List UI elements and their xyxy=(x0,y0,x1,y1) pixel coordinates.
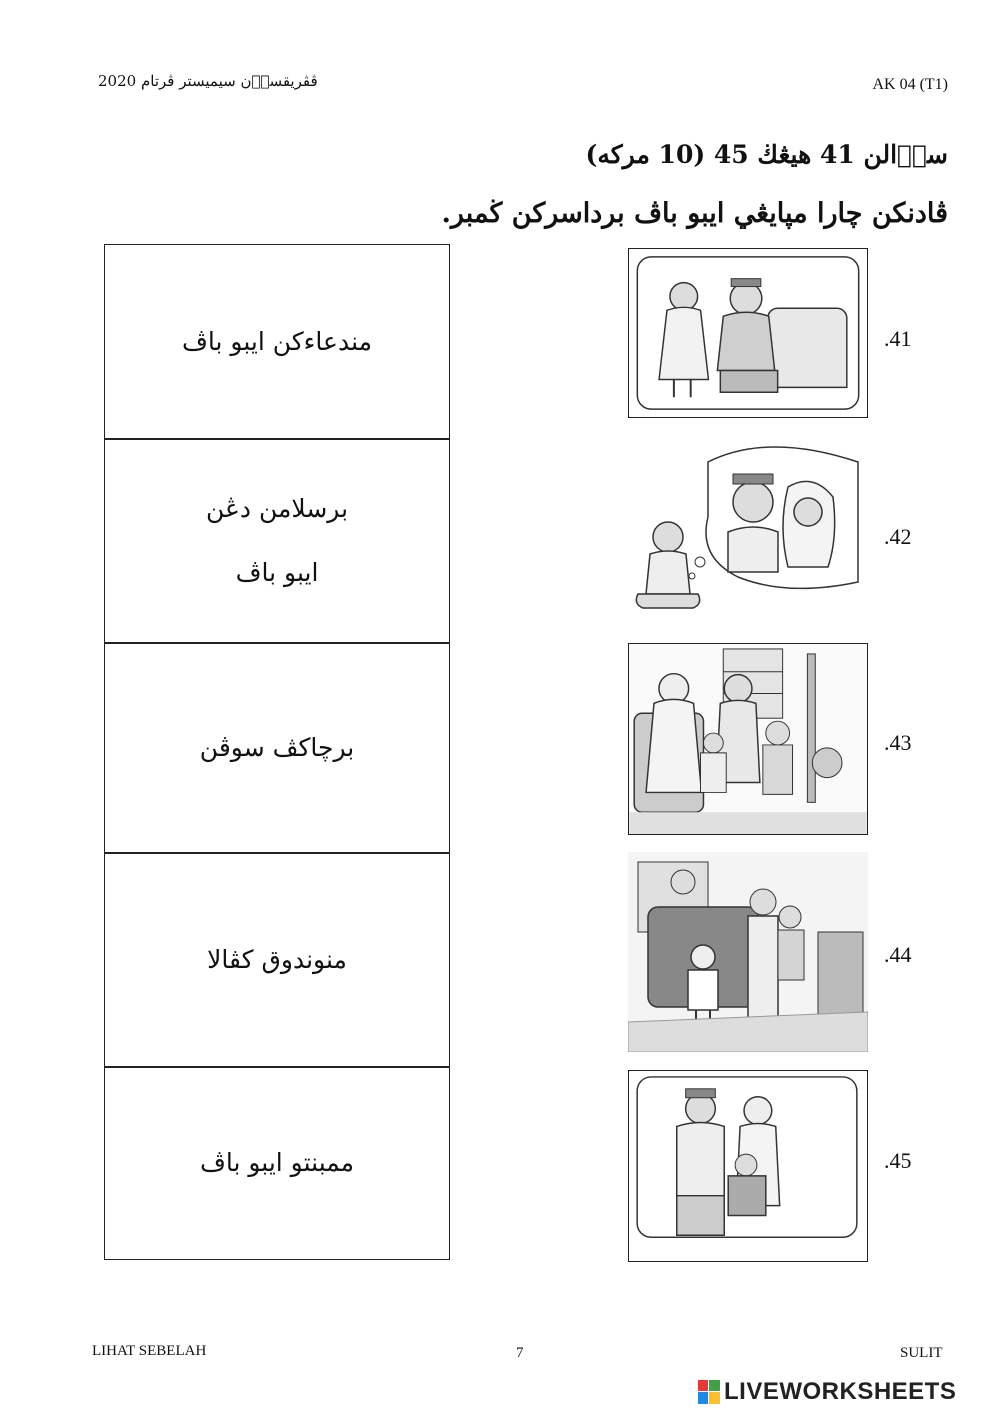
picture-45 xyxy=(628,1070,868,1262)
illustration-child-thinking-of-parents xyxy=(628,442,868,622)
liveworksheets-mark-icon xyxy=(698,1380,720,1404)
picture-43 xyxy=(628,643,868,835)
liveworksheets-logo xyxy=(698,1378,994,1406)
header-exam-title: ڤڤريقسا٘ن سيميستر ڤرتام 2020 xyxy=(98,72,318,90)
picture-41 xyxy=(628,248,868,418)
answer-box-44[interactable] xyxy=(104,852,450,1068)
question-number-45: .45 xyxy=(884,1148,912,1173)
answer-box-42[interactable] xyxy=(104,438,450,644)
answer-text-42-line2: ايبو باڤ xyxy=(235,558,319,587)
illustration-praying-for-parents xyxy=(629,249,867,417)
illustration-bowing-head xyxy=(628,852,868,1052)
question-number-42: .42 xyxy=(884,524,912,549)
footer-turn-over: LIHAT SEBELAH xyxy=(92,1343,207,1359)
answer-text-44: منوندوق کڤالا xyxy=(207,945,347,974)
illustration-helping-parents xyxy=(629,1071,867,1261)
answer-box-45[interactable] xyxy=(104,1066,450,1260)
liveworksheets-brand-text: LIVEWORKSHEETS xyxy=(724,1378,957,1405)
page-number: 7 xyxy=(516,1345,524,1361)
instruction-text: ڤادنکن چارا مڽايڠي ايبو باڤ برداسرکن ڬمبر. xyxy=(441,198,948,229)
header-paper-code: AK 04 (T1) xyxy=(872,76,948,93)
answer-box-43[interactable] xyxy=(104,642,450,854)
picture-44 xyxy=(628,852,868,1052)
question-number-43: .43 xyxy=(884,730,912,755)
answer-box-41[interactable] xyxy=(104,244,450,440)
picture-42 xyxy=(628,442,868,622)
question-range-title: سو٘الن 41 هيڠڬ 45 (10 مرکه) xyxy=(585,140,948,169)
question-number-41: .41 xyxy=(884,326,912,351)
footer-confidential: SULIT xyxy=(900,1345,943,1361)
answer-text-45: ممبنتو ايبو باڤ xyxy=(199,1148,355,1177)
answer-text-41: مندعاءکن ايبو باڤ xyxy=(181,327,373,356)
question-number-44: .44 xyxy=(884,942,912,967)
answer-text-42-line1: برسلامن دڠن xyxy=(205,494,349,523)
answer-text-43: برچاکڤ سوڤن xyxy=(199,733,355,762)
illustration-family-greeting xyxy=(629,644,867,834)
